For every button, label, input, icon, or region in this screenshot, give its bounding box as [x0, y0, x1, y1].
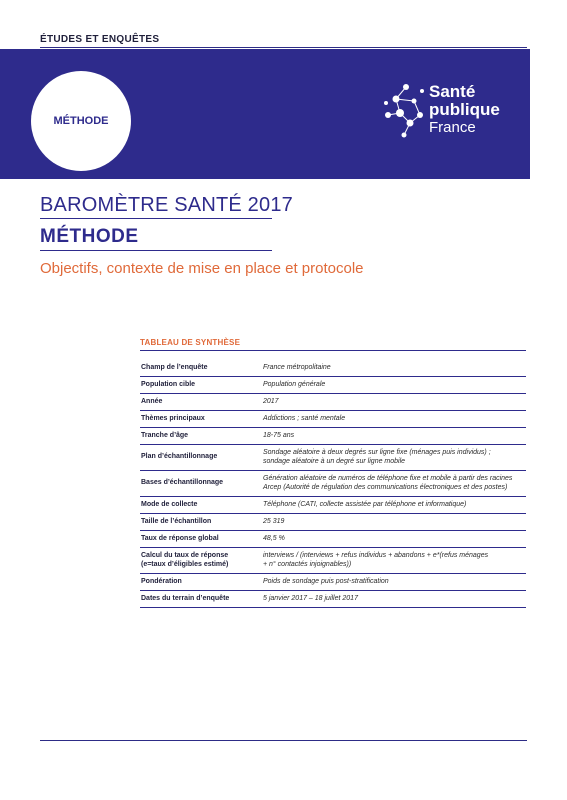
- method-badge: MÉTHODE: [31, 71, 131, 171]
- row-label: [140, 427, 263, 444]
- row-value-line: sondage aléatoire à un degré sur ligne mobile: [263, 458, 406, 465]
- table-top-rule: [140, 350, 526, 351]
- row-label-text: Taille de l’échantillon: [141, 517, 212, 525]
- document-headline: Objectifs, contexte de mise en place et protocole: [40, 260, 364, 277]
- table-row: [140, 470, 526, 496]
- row-value-line: Population générale: [263, 380, 326, 388]
- row-label: [140, 444, 263, 470]
- row-label-text: Thèmes principaux: [141, 414, 205, 422]
- row-label-text: Pondération: [141, 577, 182, 585]
- row-value-line: 2017: [263, 397, 279, 405]
- row-value: [263, 496, 526, 513]
- row-label-text: Calcul du taux de réponse: [141, 551, 229, 559]
- row-value: [263, 427, 526, 444]
- row-label-text: Champ de l’enquête: [141, 363, 208, 371]
- row-label: [140, 573, 263, 590]
- document-title: BAROMÈTRE SANTÉ 2017: [40, 194, 293, 216]
- logo-line-3: France: [429, 119, 476, 136]
- row-label: [140, 530, 263, 547]
- row-value-line: Téléphone (CATI, collecte assistée par téléphone et informatique): [263, 500, 467, 508]
- row-label-text: Tranche d’âge: [141, 431, 189, 439]
- logo-line-2: publique: [429, 100, 500, 119]
- row-label: [140, 590, 263, 607]
- document-subtitle: MÉTHODE: [40, 226, 139, 247]
- header-banner: [0, 49, 530, 179]
- row-label-text: Plan d’échantillonnage: [141, 453, 218, 461]
- row-value: [263, 590, 526, 607]
- row-value: [263, 547, 526, 573]
- row-label: [140, 496, 263, 513]
- row-value-line: Génération aléatoire de numéros de téléphone fixe et mobile à partir des racines: [263, 474, 513, 482]
- row-label-note: (e=taux d’éligibles estimé): [141, 561, 229, 568]
- row-value: [263, 573, 526, 590]
- row-label-text: Population cible: [141, 380, 196, 388]
- row-value: [263, 410, 526, 427]
- title-underline: [40, 218, 272, 219]
- row-label: [140, 359, 263, 376]
- row-label: [140, 376, 263, 393]
- table-row: [140, 513, 526, 530]
- row-value-line: Addictions ; santé mentale: [263, 414, 346, 422]
- row-value: [263, 359, 526, 376]
- row-value-line: Sondage aléatoire à deux degrés sur ligne fixe (ménages puis individus) ;: [263, 448, 491, 456]
- row-value: [263, 376, 526, 393]
- logo-wordmark: [429, 83, 500, 137]
- table-row: [140, 530, 526, 547]
- row-value: [263, 513, 526, 530]
- logo-line-1: Santé: [429, 82, 476, 101]
- table-title: TABLEAU DE SYNTHÈSE: [140, 338, 241, 347]
- table-row: [140, 444, 526, 470]
- row-value-line: Arcep (Autorité de régulation des communications électroniques et des postes): [263, 484, 508, 491]
- table-row: [140, 573, 526, 590]
- row-value-line: Poids de sondage puis post-stratification: [263, 577, 389, 585]
- row-value-line: 5 janvier 2017 – 18 juillet 2017: [263, 594, 358, 602]
- table-row: [140, 376, 526, 393]
- row-value: [263, 444, 526, 470]
- row-label: [140, 547, 263, 573]
- table-row: [140, 359, 526, 376]
- row-label-text: Taux de réponse global: [141, 534, 219, 542]
- row-value-line: France métropolitaine: [263, 363, 331, 371]
- row-value: [263, 470, 526, 496]
- row-value-line: + n° contactés injoignables)): [263, 561, 352, 568]
- row-value-line: 18-75 ans: [263, 431, 295, 439]
- row-label-text: Année: [141, 397, 163, 405]
- row-label: [140, 470, 263, 496]
- row-value-line: 48,5 %: [263, 534, 285, 542]
- top-divider: [40, 47, 527, 48]
- row-label: [140, 393, 263, 410]
- table-row: [140, 427, 526, 444]
- row-label: [140, 410, 263, 427]
- table-row: [140, 410, 526, 427]
- row-value-line: interviews / (interviews + refus individus + abandons + e*(refus ménages: [263, 551, 489, 559]
- subtitle-underline: [40, 250, 272, 251]
- row-label-text: Dates du terrain d’enquête: [141, 594, 230, 602]
- bottom-divider: [40, 740, 527, 741]
- row-label-text: Bases d’échantillonnage: [141, 479, 224, 487]
- row-value: [263, 393, 526, 410]
- row-label: [140, 513, 263, 530]
- row-value-line: 25 319: [263, 517, 285, 525]
- table-row: [140, 496, 526, 513]
- table-row: [140, 590, 526, 607]
- network-dots-icon: [380, 77, 428, 147]
- row-value: [263, 530, 526, 547]
- table-row: [140, 393, 526, 410]
- table-row: [140, 547, 526, 573]
- sante-publique-france-logo: [380, 77, 510, 147]
- section-label: ÉTUDES ET ENQUÊTES: [40, 34, 160, 45]
- row-label-text: Mode de collecte: [141, 500, 198, 508]
- synthesis-table: [140, 359, 526, 608]
